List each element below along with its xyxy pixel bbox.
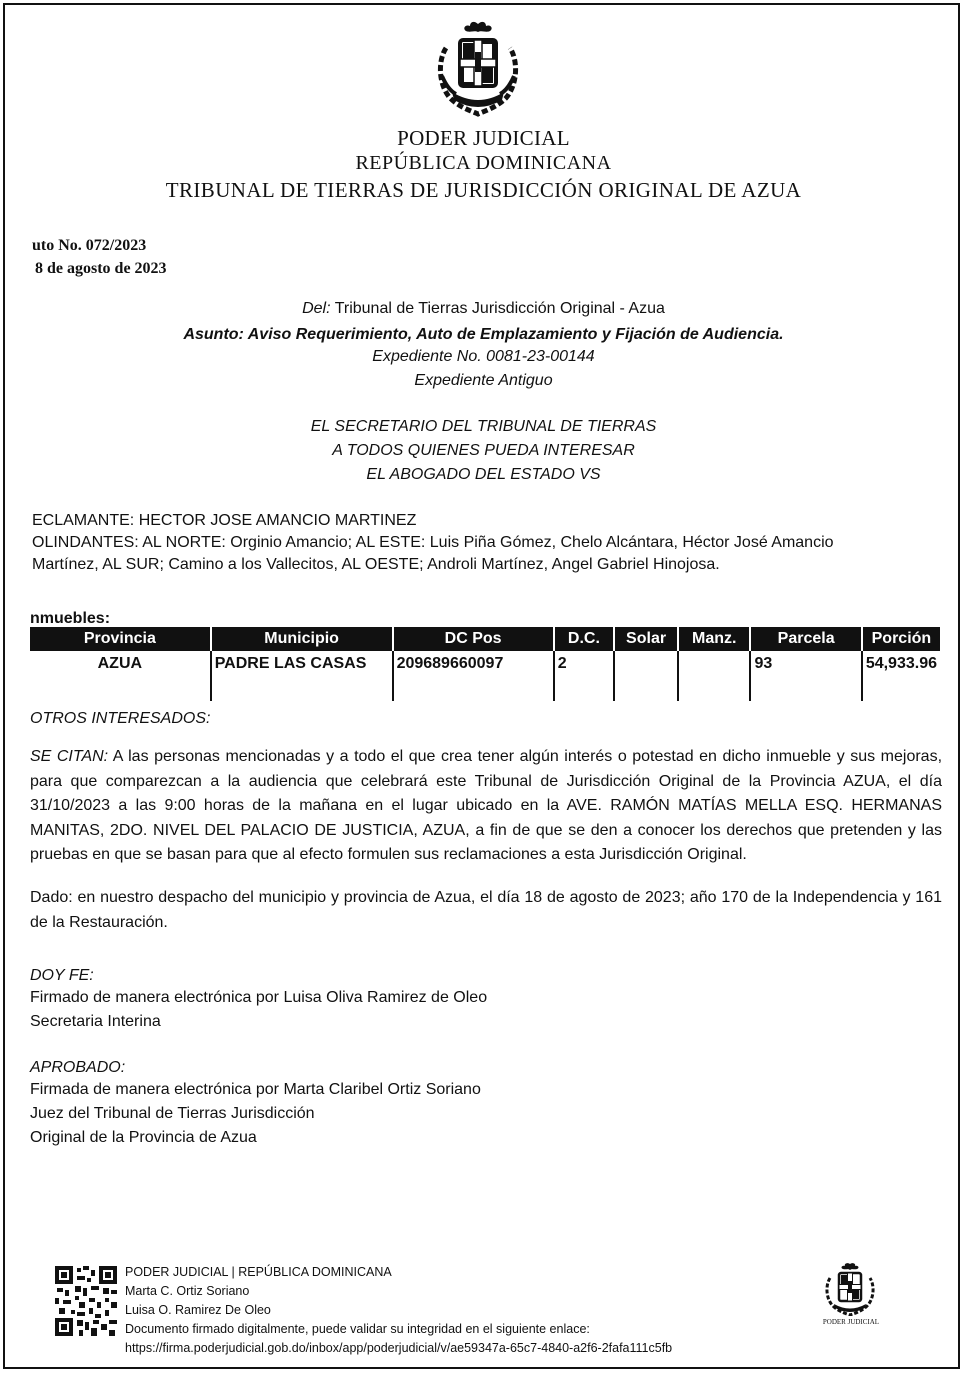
column-header: Manz.: [678, 627, 750, 651]
column-header: Porción: [862, 627, 940, 651]
otros-interesados: OTROS INTERESADOS:: [30, 710, 211, 727]
notice-line-1: EL SECRETARIO DEL TRIBUNAL DE TIERRAS: [310, 418, 657, 435]
column-header: DC Pos: [393, 627, 554, 651]
cell-municipio: PADRE LAS CASAS: [211, 651, 393, 701]
column-header: Parcela: [750, 627, 861, 651]
cell-dc-pos: 209689660097: [393, 651, 554, 701]
expediente-type: Expediente Antiguo: [414, 372, 553, 389]
cell-parcela: 93: [750, 651, 861, 701]
colindantes-line-2: Martínez, AL SUR; Camino a los Vallecitos, AL OESTE; Androli Martínez, Angel Gabriel Hinojosa.: [32, 556, 720, 573]
table-row: [30, 651, 940, 701]
expediente-number: Expediente No. 0081-23-00144: [372, 348, 595, 365]
citan-paragraph: [30, 745, 942, 868]
asunto-line: Asunto: Aviso Requerimiento, Auto de Emplazamiento y Fijación de Audiencia.: [183, 326, 784, 343]
footer-signer-2: Luisa O. Ramirez De Oleo: [125, 1303, 271, 1317]
header-poder-judicial: PODER JUDICIAL: [397, 126, 570, 150]
notice-line-3: EL ABOGADO DEL ESTADO VS: [366, 466, 601, 483]
qr-code-icon: [55, 1266, 117, 1336]
footer-validation-text: Documento firmado digitalmente, puede validar su integridad en el siguiente enlace:: [125, 1322, 590, 1336]
inmuebles-table: [30, 627, 940, 701]
footer-signer-1: Marta C. Ortiz Soriano: [125, 1284, 250, 1298]
reclamante: ECLAMANTE: HECTOR JOSE AMANCIO MARTINEZ: [32, 512, 417, 529]
cell-solar: [614, 651, 678, 701]
column-header: Municipio: [211, 627, 393, 651]
colindantes-line-1: OLINDANTES: AL NORTE: Orginio Amancio; AL ESTE: Luis Piña Gómez, Chelo Alcántara, Héctor José Amancio: [32, 534, 834, 551]
cell-manzana: [678, 651, 750, 701]
notice-line-2: A TODOS QUIENES PUEDA INTERESAR: [332, 442, 635, 459]
auto-number: uto No. 072/2023: [32, 237, 147, 254]
aprobado-signer: Firmada de manera electrónica por Marta Claribel Ortiz Soriano: [30, 1081, 481, 1098]
auto-date: 8 de agosto de 2023: [35, 260, 167, 277]
column-header: Solar: [614, 627, 678, 651]
aprobado-label: APROBADO:: [30, 1059, 126, 1076]
cell-porcion: 54,933.96: [862, 651, 940, 701]
coat-of-arms-icon: [430, 18, 526, 118]
citan-label: SE CITAN:: [30, 748, 109, 765]
dado-paragraph: Dado: en nuestro despacho del municipio y provincia de Azua, el día 18 de agosto de 2023; año 170 de la Independencia y 161 de la Restauración.: [30, 889, 942, 931]
inmuebles-title: nmuebles:: [30, 610, 111, 627]
del-line: [0, 300, 967, 318]
cell-provincia: AZUA: [97, 655, 143, 672]
footer-validation-link[interactable]: https://firma.poderjudicial.gob.do/inbox/app/poderjudicial/v/ae59347a-65c7-4840-a2f6-2fafa111c5fb: [125, 1341, 673, 1355]
del-value: Tribunal de Tierras Jurisdicción Original - Azua: [334, 300, 665, 317]
cell-dc: 2: [554, 651, 614, 701]
column-header: Provincia: [30, 627, 211, 651]
header-tribunal: TRIBUNAL DE TIERRAS DE JURISDICCIÓN ORIGINAL DE AZUA: [165, 178, 802, 202]
doy-fe-signer: Firmado de manera electrónica por Luisa Oliva Ramirez de Oleo: [30, 989, 488, 1006]
del-label: Del:: [302, 300, 331, 317]
aprobado-role: Juez del Tribunal de Tierras Jurisdicción: [30, 1105, 315, 1122]
column-header: D.C.: [554, 627, 614, 651]
footer-coat-of-arms-icon: [822, 1262, 878, 1316]
citan-text: A las personas mencionadas y a todo el que crea tener algún interés o potestad en dicho inmueble y sus mejoras, para que comparezcan a la audiencia que celebrará este Tribunal de Jurisdicción Original de la Provincia AZUA, el día 31/10/2023 a las 9:00 horas de la mañana en el lugar ubicado en la AVE. RAMÓN MATÍAS MELLA ESQ. HERMANAS MANITAS, 2DO. NIVEL DEL PALACIO DE JUSTICIA, AZUA, a fin de que se den a conocer los derechos que pretenden y las pruebas en que se basan para que al efecto formulen sus reclamaciones a esta Jurisdicción Original.: [30, 748, 943, 863]
table-header-row: [30, 627, 940, 651]
doy-fe-label: DOY FE:: [30, 967, 94, 984]
doy-fe-role: Secretaria Interina: [30, 1013, 161, 1030]
footer-crest-label: PODER JUDICIAL: [822, 1318, 880, 1326]
footer-institution: PODER JUDICIAL | REPÚBLICA DOMINICANA: [125, 1265, 392, 1279]
header-republica: REPÚBLICA DOMINICANA: [355, 152, 612, 174]
aprobado-jurisdiction: Original de la Provincia de Azua: [30, 1129, 257, 1146]
